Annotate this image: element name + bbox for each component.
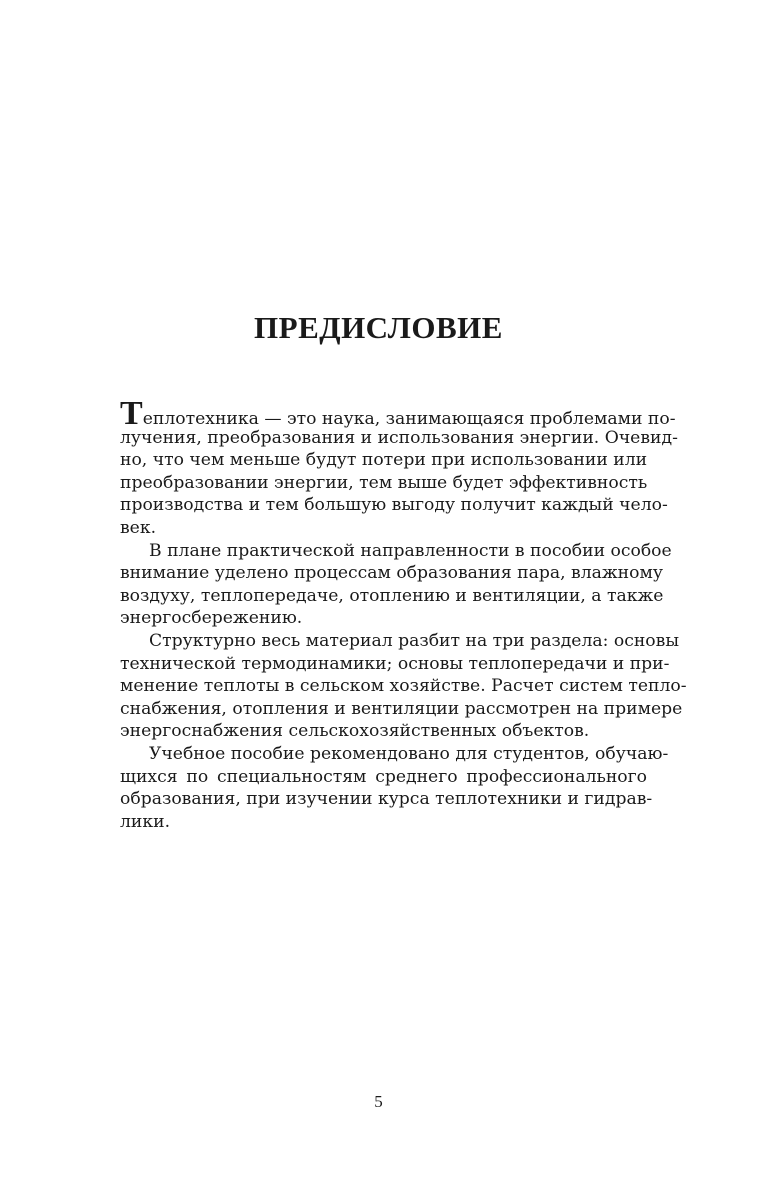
- text-line: лучения, преобразования и использования энергии. Очевид-: [120, 427, 678, 448]
- preface-body: [120, 395, 687, 833]
- text-line: Учебное пособие рекомендовано для студентов, обучаю-: [149, 743, 669, 764]
- page-title: ПРЕДИСЛОВИЕ: [254, 310, 503, 345]
- text-line: век.: [120, 517, 157, 538]
- text-line: воздуху, теплопередаче, отоплению и вентиляции, а также: [120, 585, 664, 606]
- text-line: энергосбережению.: [120, 608, 303, 629]
- text-line: щихся по специальностям среднего профессионального: [120, 766, 647, 787]
- text-line: снабжения, отопления и вентиляции рассмотрен на примере: [120, 698, 683, 719]
- text-line: энергоснабжения сельскохозяйственных объектов.: [120, 721, 590, 742]
- text-line: но, что чем меньше будут потери при использовании или: [120, 450, 648, 471]
- text-line: образования, при изучении курса теплотехники и гидрав-: [120, 789, 653, 810]
- text-line: производства и тем большую выгоду получит каждый чело-: [120, 495, 668, 516]
- text-line: технической термодинамики; основы теплопередачи и при-: [120, 653, 670, 674]
- text-line: менение теплоты в сельском хозяйстве. Расчет систем тепло-: [120, 676, 687, 697]
- page-number: 5: [374, 1092, 383, 1111]
- text-line: лики.: [120, 811, 171, 832]
- text-line: Теплотехника — это наука, занимающаяся проблемами по-: [120, 395, 676, 432]
- text-line: Структурно весь материал разбит на три раздела: основы: [149, 630, 680, 651]
- drop-cap-letter: Т: [120, 395, 143, 432]
- text-line: внимание уделено процессам образования пара, влажному: [120, 563, 663, 584]
- text-line: В плане практической направленности в пособии особое: [149, 540, 672, 561]
- text-line: преобразовании энергии, тем выше будет эффективность: [120, 472, 648, 493]
